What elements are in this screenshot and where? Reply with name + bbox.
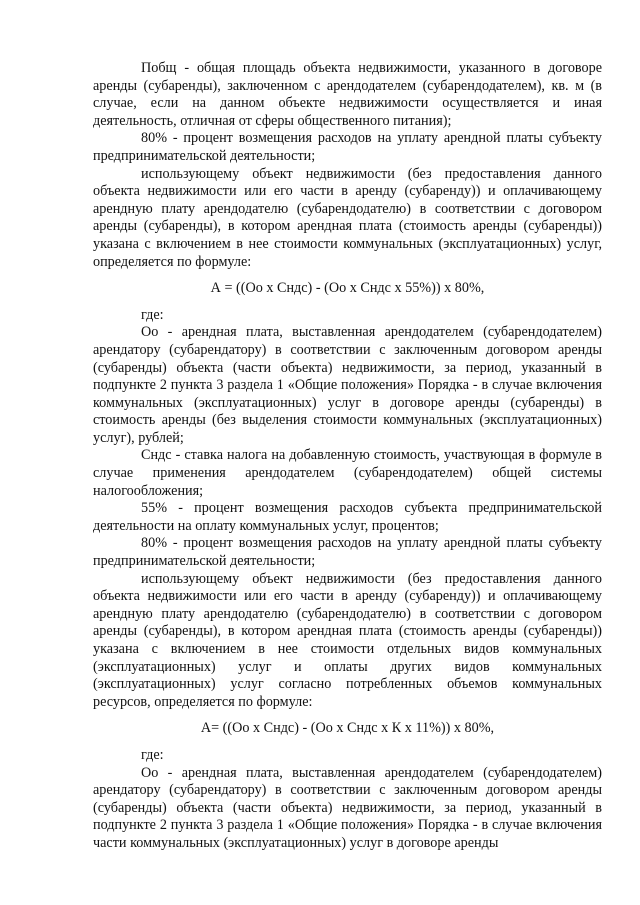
formula-spacer — [93, 738, 602, 747]
formula-spacer — [93, 271, 602, 280]
document-page — [93, 60, 602, 853]
paragraph: 80% - процент возмещения расходов на уплату арендной платы субъекту предпринимательской деятельности; — [93, 130, 602, 164]
paragraph: Оо - арендная плата, выставленная арендодателем (субарендодателем) арендатору (субарендатору) в соответствии с заключенным договором аренды (субаренды) объекта (части объекта) недвижимости, за период, указанный в подпункте 2 пункта 3 раздела 1 «Общие положения» Порядка - в случае включения коммунальных (эксплуатационных) услуг в договоре аренды (субаренды) в стоимость аренды (без выделения стоимости коммунальных (эксплуатационных) услуг), рублей; — [93, 324, 602, 446]
where-label: где: — [141, 746, 164, 763]
paragraph: использующему объект недвижимости (без предоставления данного объекта недвижимости или его части в аренду (субаренду)) и оплачивающему арендную плату арендодателю (субарендодателю) в соответствии с договором аренды (субаренды), в котором арендная плата (стоимость аренды (субаренды)) указана с включением в нее стоимости отдельных видов коммунальных (эксплуатационных) услуг и оплаты других видов коммунальных (эксплуатационных) услуг согласно потребленных объемов коммунальных ресурсов, определяется по формуле: — [93, 570, 602, 710]
paragraph: 55% - процент возмещения расходов субъекта предпринимательской деятельности на оплату коммунальных услуг, процентов; — [93, 500, 602, 534]
paragraph: Оо - арендная плата, выставленная арендодателем (субарендодателем) арендатору (субарендатору) в соответствии с заключенным договором аренды (субаренды) объекта (части объекта) недвижимости, за период, указанный в подпункте 2 пункта 3 раздела 1 «Общие положения» Порядка - в случае включения части коммунальных (эксплуатационных) услуг в договоре аренды — [93, 764, 602, 851]
paragraph: Побщ - общая площадь объекта недвижимости, указанного в договоре аренды (субаренды), заключенном с арендодателем (субарендодателем), кв. м (в случае, если на данном объекте недвижимости осуществляется и иная деятельность, отличная от сферы общественного питания); — [93, 60, 602, 129]
formula-spacer — [93, 298, 602, 307]
formula-spacer — [93, 711, 602, 720]
formula-line: А= ((Оо х Сндс) - (Оо х Сндс х К х 11%)) х 80%, — [200, 720, 495, 737]
paragraph: Сндс - ставка налога на добавленную стоимость, участвующая в формуле в случае применения арендодателем (субарендодателем) общей системы налогообложения; — [93, 447, 602, 499]
paragraph: использующему объект недвижимости (без предоставления данного объекта недвижимости или его части в аренду (субаренду)) и оплачивающему арендную плату арендодателю (субарендодателю) в соответствии с договором аренды (субаренды), в котором арендная плата (стоимость аренды (субаренды)) указана с включением в нее стоимости коммунальных (эксплуатационных) услуг, определяется по формуле: — [93, 165, 602, 270]
paragraph: 80% - процент возмещения расходов на уплату арендной платы субъекту предпринимательской деятельности; — [93, 535, 602, 570]
formula-line: А = ((Оо х Сндс) - (Оо х Сндс х 55%)) х 80%, — [210, 280, 485, 297]
where-label: где: — [141, 306, 164, 323]
